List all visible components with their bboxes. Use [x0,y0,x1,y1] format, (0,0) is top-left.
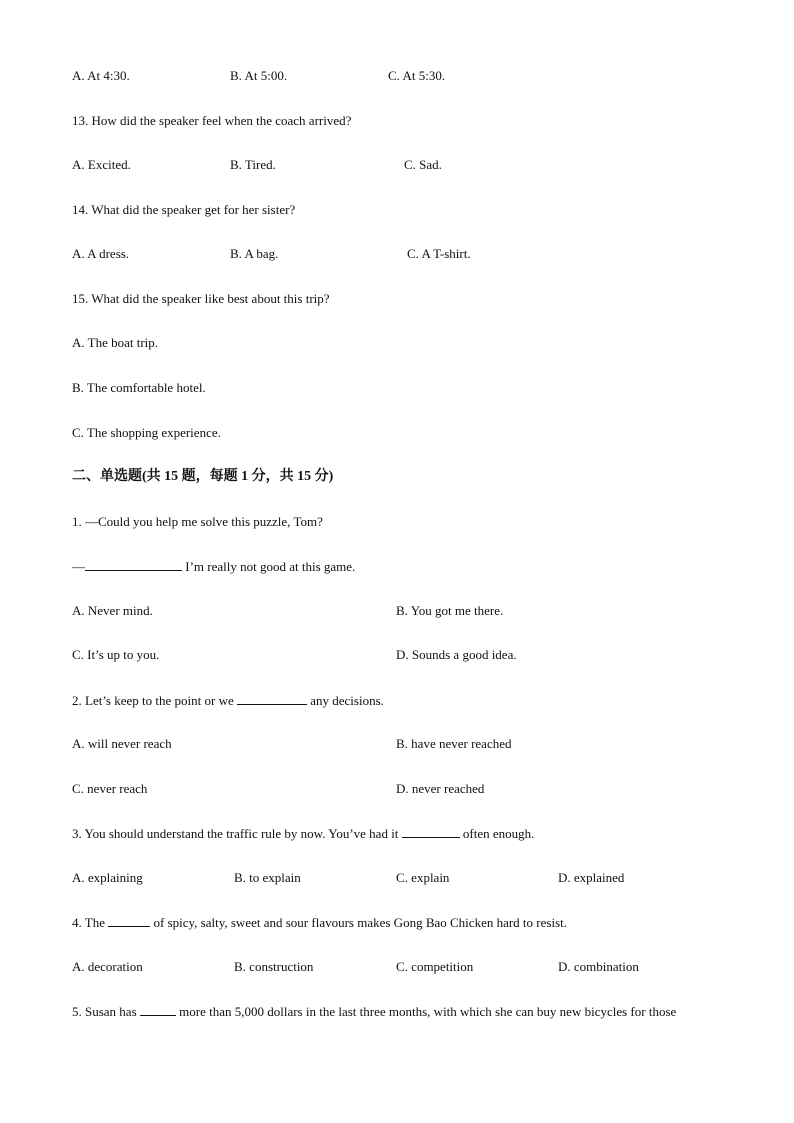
q4-stem [72,914,567,931]
q3-option-b: B. to explain [234,870,301,885]
q3-blank [402,825,460,838]
q5-blank [140,1003,176,1016]
q15-option-c: C. The shopping experience. [72,425,221,440]
q13-option-c: C. Sad. [404,157,442,172]
q1-blank [85,558,182,571]
q1-reply-text: I’m really not good at this game. [182,559,356,574]
q12-option-c: C. At 5:30. [388,68,446,83]
q4-stem-end: of spicy, salty, sweet and sour flavours makes Gong Bao Chicken hard to resist. [150,915,567,930]
q4-blank [108,914,150,927]
q3-option-d: D. explained [558,870,625,885]
q13-option-a: A. Excited. [72,157,131,172]
q2-stem [72,692,384,709]
q1-option-c: C. It’s up to you. [72,647,160,662]
q12-option-a: A. At 4:30. [72,68,130,83]
q1-reply-dash: — [72,559,85,574]
section-title: 二、单选题(共 15 题，每题 1 分，共 15 分) [72,469,334,484]
q5-stem-end: more than 5,000 dollars in the last three months, with which she can buy new bicycles for those [175,1004,677,1019]
q3-option-a: A. explaining [72,870,143,885]
q3-stem [72,825,534,842]
q3-stem-end: often enough. [459,826,535,841]
q12-option-b: B. At 5:00. [230,68,288,83]
q2-option-c: C. never reach [72,781,148,796]
q1-option-d: D. Sounds a good idea. [396,647,517,662]
q14-option-c: C. A T-shirt. [407,246,471,261]
q2-blank [237,692,307,705]
q5-stem-start: 5. Susan has [72,1004,140,1019]
q4-option-d: D. combination [558,959,639,974]
q13-stem: 13. How did the speaker feel when the coach arrived? [72,113,352,128]
q1-reply [72,558,355,575]
q2-option-b: B. have never reached [396,736,512,751]
q2-option-a: A. will never reach [72,736,172,751]
q15-stem: 15. What did the speaker like best about this trip? [72,291,330,306]
q14-option-b: B. A bag. [230,246,279,261]
q2-stem-start: 2. Let’s keep to the point or we [72,693,237,708]
q4-option-b: B. construction [234,959,314,974]
q3-option-c: C. explain [396,870,450,885]
q1-stem: 1. —Could you help me solve this puzzle, Tom? [72,514,323,529]
q1-option-a: A. Never mind. [72,603,153,618]
q1-option-b: B. You got me there. [396,603,504,618]
q3-stem-start: 3. You should understand the traffic rule by now. You’ve had it [72,826,402,841]
q15-option-b: B. The comfortable hotel. [72,380,206,395]
q13-option-b: B. Tired. [230,157,276,172]
q15-option-a: A. The boat trip. [72,335,159,350]
q4-stem-start: 4. The [72,915,109,930]
q4-option-a: A. decoration [72,959,143,974]
q2-stem-end: any decisions. [307,693,384,708]
q14-stem: 14. What did the speaker get for her sister? [72,202,296,217]
q2-option-d: D. never reached [396,781,485,796]
q14-option-a: A. A dress. [72,246,130,261]
q4-option-c: C. competition [396,959,474,974]
q5-stem [72,1003,676,1020]
